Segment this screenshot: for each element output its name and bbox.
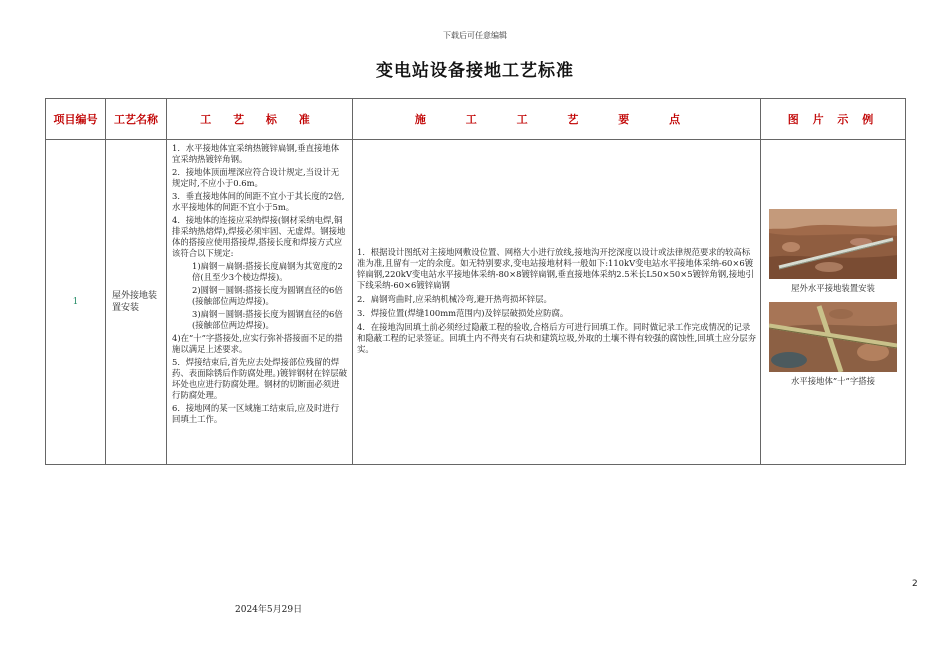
- key-point: 2．扁钢弯曲时,应采纳机械冷弯,避开热弯损坏锌层。: [357, 293, 552, 304]
- footer-date: 2024年5月29日: [235, 605, 303, 615]
- table-row: [46, 140, 906, 465]
- col-header-construction-points: 施 工 工 艺 要 点: [353, 99, 761, 140]
- process-name: 屋外接地装置安装: [106, 140, 167, 465]
- standard-item: 3．垂直接地体间的间距不宜小于其长度的2倍,水平接地体的间距不宜小于5m。: [172, 191, 345, 212]
- page-number: 2: [912, 579, 918, 589]
- standard-item: 1．水平接地体宜采纳热镀锌扁钢,垂直接地体宜采纳热镀锌角钢。: [172, 143, 340, 164]
- cross-joint-photo-image: [769, 302, 897, 372]
- key-point: 4．在接地沟回填土前必须经过隐蔽工程的验收,合格后方可进行回填工作。同时做记录工作完成情况的记录和隐蔽工程的记录签证。回填土内不得夹有石块和建筑垃圾,外取的土壤不得有较强的腐蚀性,回填土应分层夯实。: [357, 321, 756, 354]
- table-header-row: [46, 99, 906, 140]
- image-examples-cell: [761, 140, 906, 465]
- standard-subitem: 4)在”十”字搭接处,应实行弥补搭接面不足的措施以满足上述要求。: [172, 333, 343, 354]
- col-header-process-standard: 工 艺 标 准: [167, 99, 353, 140]
- col-header-image-examples: 图 片 示 例: [761, 99, 906, 140]
- key-point: 1．根据设计图纸对主接地网敷设位置、网格大小进行放线,接地沟开挖深度以设计或法律规范要求的较高标准为准,且留有一定的余度。如无特别要求,变电站接地材料一般如下:110kV变电站水平接地体采纳-60×6镀锌扁钢,220kV变电站水平接地体采纳-80×8镀锌扁钢,垂直接地体采纳2.5米长L50×50×5镀锌角钢,接地引下线采纳-60×6镀锌扁钢: [357, 246, 754, 290]
- document-title: 变电站设备接地工艺标准: [376, 61, 574, 81]
- standard-subitem: 1)扁钢－扁钢:搭接长度扁钢为其宽度的2倍(且至少3个棱边焊接)。: [192, 261, 343, 282]
- standard-item: 2．接地体顶面埋深应符合设计规定,当设计无规定时,不应小于0.6m。: [172, 167, 340, 188]
- standard-item: 4．接地体的连接应采纳焊接(钢材采纳电焊,铜排采纳热熔焊),焊接必须牢固、无虚焊。钢接地体的搭接应使用搭接焊,搭接长度和焊接方式应该符合以下规定:: [172, 215, 346, 258]
- standard-subitem: 3)扁钢－圆钢:搭接长度为圆钢直径的6倍(接触部位两边焊接)。: [192, 309, 343, 330]
- image-caption: 水平接地体”十”字搭接: [791, 376, 875, 386]
- standard-item: 5．焊接结束后,首先应去处焊接部位残留的焊药、表面除锈后作防腐处理。)镀锌钢材在锌层破坏处也应进行防腐处理。钢材的切断面必须进行防腐处理。: [172, 357, 347, 400]
- header-note: 下载后可任意编辑: [443, 31, 507, 40]
- key-point: 3．焊接位置(焊缝100mm范围内)及锌层破损处应防腐。: [357, 307, 569, 318]
- standard-item: 6．接地网的某一区域施工结束后,应及时进行回填土工作。: [172, 403, 340, 424]
- process-standard-cell: [167, 140, 353, 465]
- col-header-process-name: 工艺名称: [106, 99, 167, 140]
- construction-points-cell: [353, 140, 761, 465]
- image-caption: 屋外水平接地装置安装: [791, 283, 875, 293]
- col-header-item-no: 项目编号: [46, 99, 106, 140]
- trench-photo-image: [769, 209, 897, 279]
- item-number: 1: [46, 140, 106, 465]
- process-standard-table: [45, 98, 906, 465]
- standard-subitem: 2)圆钢－圆钢:搭接长度为圆钢直径的6倍(接触部位两边焊接)。: [192, 285, 343, 306]
